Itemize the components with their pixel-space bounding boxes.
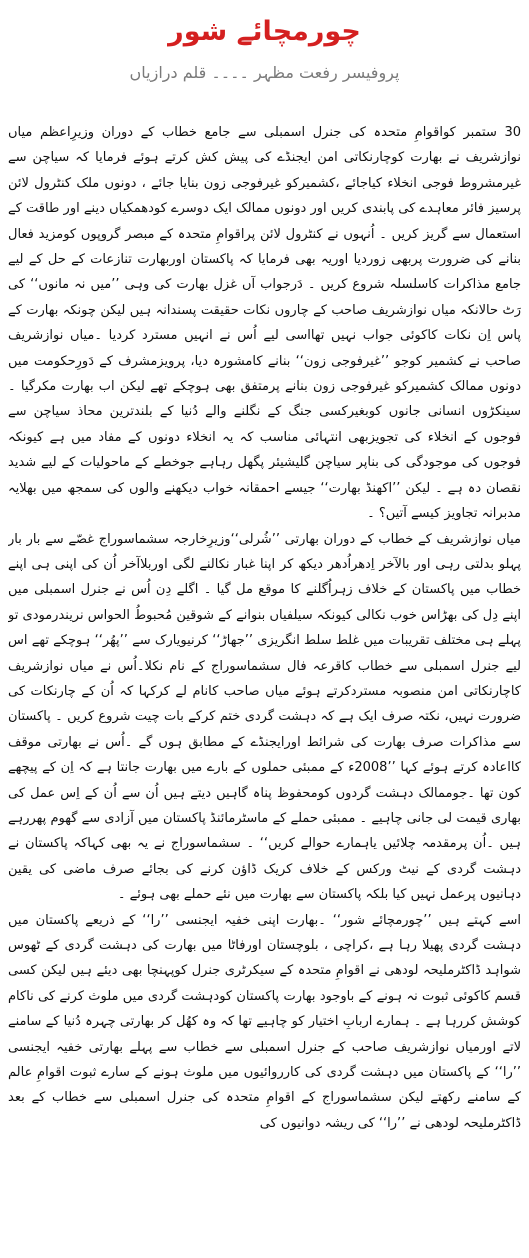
article-byline: پروفیسر رفعت مظہر ۔۔۔۔ قلم درازیاں (129, 63, 400, 82)
article-title: چورمچائے شور (168, 16, 361, 47)
article-body (8, 120, 521, 1250)
article-paragraph: اسے کہتے ہیں ’’چورمچائے شور‘‘ ۔بھارت اپنی خفیہ ایجنسی ’’را‘‘ کے ذریعے پاکستان میں دہشت گردی پھیلا رہا ہے ،کراچی ، بلوچستان اورفاٹا میں بھارت کی دہشت گردی کے ٹھوس شواہد ڈاکٹرملیحہ لودھی نے اقوامِ متحدہ کے سیکرٹری جنرل کوپہنچا بھی دیئے ہیں لیکن کسی قسم کاکوئی ثبوت نہ ہونے کے باوجود بھارت پاکستان کودہشت گردی میں ملوث کرنے کی ناکام کوشش کررہا ہے ۔ ہمارے اربابِ اختیار کو چاہیے تھا کہ وہ کھُل کر بھارتی چہرہ دُنیا کے سامنے لاتے اورمیاں نوازشریف صاحب کے جنرل اسمبلی سے خطاب سے پہلے بھارتی خفیہ ایجنسی ’’را‘‘ کے پاکستان میں دہشت گردی کی کارروائیوں میں ملوث ہونے کے سارے ثبوت اقوامِ عالم کے سامنے رکھتے لیکن سشماسوراج کے اقوامِ متحدہ کی جنرل اسمبلی سے خطاب کے بعد ڈاکٹرملیحہ لودھی نے ’’را‘‘ کی ریشہ دوانیوں کی (8, 912, 521, 1131)
article-paragraph: میاں نوازشریف کے خطاب کے دوران بھارتی ’’شُرلی‘‘وزیرِخارجہ سشماسوراج غصّے سے بار بار پہلو بدلتی رہی اور بالآخر اِدھراُدھر دیکھ کر اپنا غبار نکالنے لگی اوربلاآخر اُن کی اپنی ہی اپنے خطاب میں پاکستان کے خلاف زہراُگلنے کا موقع مل گیا ۔ اگلے دِن اُس نے جنرل اسمبلی میں اپنے دِل کی بھڑاس خوب نکالی کیونکہ سیلفیاں بنوانے کے شوقین مُحبوطُ الحواس نریندرمودی تو پہلے ہی مختلف تقریبات میں غلط سلط انگریزی ’’جھاڑ‘‘ کرنیویارک سے ’’پھُر‘‘ ہوچکے تھے اس لیے جنرل اسمبلی سے خطاب کاقرعہ فال سشماسوراج کے نام نکلا۔اُس نے میاں نوازشریف کاچارنکاتی امن منصوبہ مستردکرتے ہوئے میاں صاحب کانام لے کرکہا کہ اُن کے چارنکات کی ضرورت نہیں، نکتہ صرف ایک ہے کہ دہشت گردی ختم کرکے بات چیت شروع کریں ۔ پاکستان سے مذاکرات صرف بھارت کی شرائط اورایجنڈے کے مطابق ہوں گے ۔اُس نے بھارتی موقف کااعادہ کرتے ہوئے کہا ’’2008ء کے ممبئی حملوں کے بارے میں بھارت جانتا ہے کہ اِن کے پیچھے کون تھا ۔جوممالک دہشت گردوں کومحفوظ پناہ گاہیں دیتے ہیں اُن سے اُن کے اِس عمل کی بھاری قیمت لی جانی چاہیے ۔ ممبئی حملے کے ماسٹرمائنڈ پاکستان میں آزادی سے گھوم پھررہے ہیں ۔اُن پرمقدمہ چلائیں یاہمارے حوالے کریں‘‘ ۔ سشماسوراج نے یہ بھی کہاکہ پاکستان نے دہشت گردی کے نیٹ ورکس کے خلاف کریک ڈاؤن کرنے کی بجائے صرف ماضی کی یقین دہانیوں پرعمل نہیں کیا بلکہ پاکستان سے بھارت میں نئے حملے بھی ہوئے ۔ (8, 531, 521, 903)
article-paragraph: 30 ستمبر کواقوامِ متحدہ کی جنرل اسمبلی سے جامع خطاب کے دوران وزیرِاعظم میاں نوازشریف نے بھارت کوچارنکاتی امن ایجنڈے کی پیش کش کرتے ہوئے فرمایا کہ سیاچن سے غیرمشروط فوجی انخلاء کیاجائے ،کشمیرکو غیرفوجی زون بنایا جائے ، دونوں ملک کنٹرول لائن پرسیز فائر معاہدے کی پابندی کریں اور دونوں ممالک ایک دوسرے کودھمکیاں دینے اور طاقت کے استعمال سے گریز کریں ۔ اُنہوں نے کنٹرول لائن پراقوامِ متحدہ کے مبصر گروپوں کومزید فعال بنانے کی ضرورت پربھی زوردیا اوریہ بھی فرمایا کہ پاکستان اوربھارت تنازعات کے حل کے لیے جامع مذاکرات کاسلسلہ شروع کریں ۔ دَرجواب آں غزل بھارت کی وہی ’’میں نہ مانوں‘‘ کی رَٹ حالانکہ میاں نوازشریف صاحب کے چاروں نکات حقیقت پسندانہ ہیں لیکن چونکہ بھارت کے پاس اِن نکات کاکوئی جواب نہیں تھااسی لیے اُس نے انہیں مسترد کردیا ۔میاں نوازشریف صاحب نے کشمیر کوجو ’’غیرفوجی زون‘‘ بنانے کامشورہ دیا، پرویزمشرف کے دَورِحکومت میں دونوں ممالک کشمیرکو غیرفوجی زون بنانے پرمتفق بھی ہوچکے تھے لیکن اب بھارت مکرگیا ۔سینکڑوں انسانی جانوں کوبغیرکسی جنگ کے نگلنے والے دُنیا کے بلندترین محاذ سیاچن سے فوجوں کے انخلاء کی تجویزبھی انتہائی مناسب کہ یہ انخلاء دونوں کے مفاد میں ہے کیونکہ فوجوں کی موجودگی کی بناپر سیاچن گلیشیئر پگھل رہاہے جوخطے کے ماحولیات کے لیے شدید نقصان دہ ہے ۔ لیکن ’’اکھنڈ بھارت‘‘ جیسے احمقانہ خواب دیکھنے والوں کی سمجھ میں بھلایہ مدبرانہ تجاویز کیسے آتیں؟ ۔ (8, 125, 521, 522)
